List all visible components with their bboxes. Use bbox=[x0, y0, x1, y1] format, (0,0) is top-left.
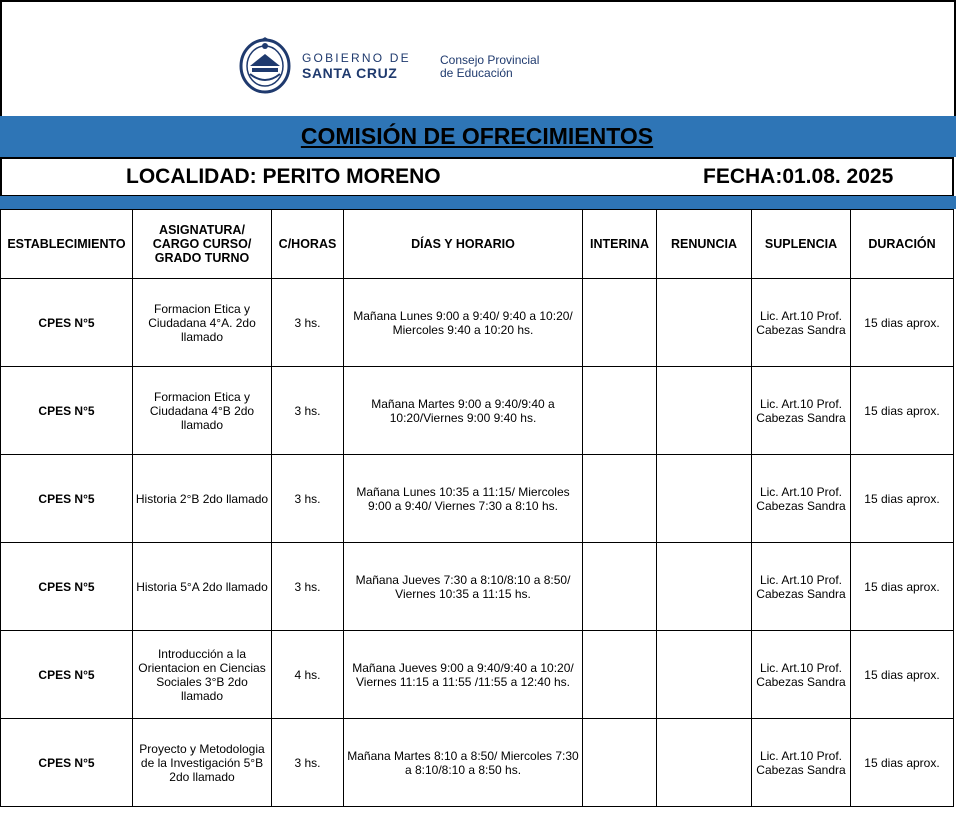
table-row bbox=[1, 631, 954, 719]
cell-suplencia: Lic. Art.10 Prof. Cabezas Sandra bbox=[752, 543, 851, 631]
cell-horario: Mañana Jueves 7:30 a 8:10/8:10 a 8:50/ Viernes 10:35 a 11:15 hs. bbox=[344, 543, 583, 631]
cell-interina bbox=[583, 279, 657, 367]
cell-suplencia: Lic. Art.10 Prof. Cabezas Sandra bbox=[752, 367, 851, 455]
cell-suplencia: Lic. Art.10 Prof. Cabezas Sandra bbox=[752, 455, 851, 543]
cell-duracion: 15 dias aprox. bbox=[851, 543, 954, 631]
cell-suplencia: Lic. Art.10 Prof. Cabezas Sandra bbox=[752, 279, 851, 367]
header-interina: INTERINA bbox=[583, 210, 657, 279]
cell-suplencia: Lic. Art.10 Prof. Cabezas Sandra bbox=[752, 631, 851, 719]
table-row bbox=[1, 367, 954, 455]
cell-establecimiento: CPES N°5 bbox=[1, 719, 133, 807]
cell-horas: 3 hs. bbox=[272, 455, 344, 543]
cell-horas: 3 hs. bbox=[272, 279, 344, 367]
cell-horas: 4 hs. bbox=[272, 631, 344, 719]
cell-asignatura: Introducción a la Orientacion en Ciencias Sociales 3°B 2do llamado bbox=[133, 631, 272, 719]
cell-renuncia bbox=[657, 279, 752, 367]
government-name bbox=[302, 52, 411, 81]
cell-interina bbox=[583, 543, 657, 631]
separator-band bbox=[0, 196, 956, 209]
cell-asignatura: Historia 2°B 2do llamado bbox=[133, 455, 272, 543]
cell-horas: 3 hs. bbox=[272, 719, 344, 807]
cell-interina bbox=[583, 455, 657, 543]
header-duracion: DURACIÓN bbox=[851, 210, 954, 279]
cell-horas: 3 hs. bbox=[272, 367, 344, 455]
cell-horario: Mañana Martes 8:10 a 8:50/ Miercoles 7:30 a 8:10/8:10 a 8:50 hs. bbox=[344, 719, 583, 807]
cell-renuncia bbox=[657, 543, 752, 631]
fecha-label: FECHA:01.08. 2025 bbox=[703, 165, 894, 188]
cell-horario: Mañana Lunes 9:00 a 9:40/ 9:40 a 10:20/ Miercoles 9:40 a 10:20 hs. bbox=[344, 279, 583, 367]
cell-establecimiento: CPES N°5 bbox=[1, 455, 133, 543]
cell-horario: Mañana Jueves 9:00 a 9:40/9:40 a 10:20/ Viernes 11:15 a 11:55 /11:55 a 12:40 hs. bbox=[344, 631, 583, 719]
cell-renuncia bbox=[657, 367, 752, 455]
cell-renuncia bbox=[657, 719, 752, 807]
table-row bbox=[1, 455, 954, 543]
cell-duracion: 15 dias aprox. bbox=[851, 719, 954, 807]
cell-duracion: 15 dias aprox. bbox=[851, 631, 954, 719]
cell-duracion: 15 dias aprox. bbox=[851, 367, 954, 455]
localidad-label: LOCALIDAD: PERITO MORENO bbox=[126, 165, 441, 188]
gov-line1: GOBIERNO DE bbox=[302, 51, 411, 65]
location-date-bar bbox=[0, 157, 954, 197]
cell-asignatura: Historia 5°A 2do llamado bbox=[133, 543, 272, 631]
header-horas: C/HORAS bbox=[272, 210, 344, 279]
header-establecimiento: ESTABLECIMIENTO bbox=[1, 210, 133, 279]
cell-asignatura: Formacion Etica y Ciudadana 4°A. 2do llamado bbox=[133, 279, 272, 367]
header-suplencia: SUPLENCIA bbox=[752, 210, 851, 279]
cell-horario: Mañana Martes 9:00 a 9:40/9:40 a 10:20/Viernes 9:00 9:40 hs. bbox=[344, 367, 583, 455]
cell-asignatura: Formacion Etica y Ciudadana 4°B 2do llamado bbox=[133, 367, 272, 455]
cell-duracion: 15 dias aprox. bbox=[851, 279, 954, 367]
table-row bbox=[1, 543, 954, 631]
cell-establecimiento: CPES N°5 bbox=[1, 543, 133, 631]
header-renuncia: RENUNCIA bbox=[657, 210, 752, 279]
cell-interina bbox=[583, 719, 657, 807]
council-name bbox=[440, 54, 539, 80]
table-row bbox=[1, 279, 954, 367]
cell-suplencia: Lic. Art.10 Prof. Cabezas Sandra bbox=[752, 719, 851, 807]
cell-horas: 3 hs. bbox=[272, 543, 344, 631]
header-horario: DÍAS Y HORARIO bbox=[344, 210, 583, 279]
council-line1: Consejo Provincial bbox=[440, 53, 540, 67]
header-box bbox=[0, 0, 956, 118]
page-title: COMISIÓN DE OFRECIMIENTOS bbox=[300, 123, 654, 149]
header-asignatura-text: ASIGNATURA/ CARGO CURSO/ GRADO TURNO bbox=[152, 223, 252, 265]
cell-horario: Mañana Lunes 10:35 a 11:15/ Miercoles 9:00 a 9:40/ Viernes 7:30 a 8:10 hs. bbox=[344, 455, 583, 543]
table-header-row bbox=[1, 210, 954, 279]
cell-renuncia bbox=[657, 631, 752, 719]
cell-interina bbox=[583, 631, 657, 719]
gov-line2: SANTA CRUZ bbox=[302, 65, 398, 81]
cell-asignatura: Proyecto y Metodologia de la Investigación 5°B 2do llamado bbox=[133, 719, 272, 807]
cell-establecimiento: CPES N°5 bbox=[1, 631, 133, 719]
cell-renuncia bbox=[657, 455, 752, 543]
cell-duracion: 15 dias aprox. bbox=[851, 455, 954, 543]
council-line2: de Educación bbox=[440, 66, 513, 80]
cell-establecimiento: CPES N°5 bbox=[1, 279, 133, 367]
offers-table bbox=[0, 209, 954, 807]
header-asignatura bbox=[133, 210, 272, 279]
cell-establecimiento: CPES N°5 bbox=[1, 367, 133, 455]
santa-cruz-coat-of-arms-icon bbox=[238, 36, 292, 94]
table-row bbox=[1, 719, 954, 807]
cell-interina bbox=[583, 367, 657, 455]
